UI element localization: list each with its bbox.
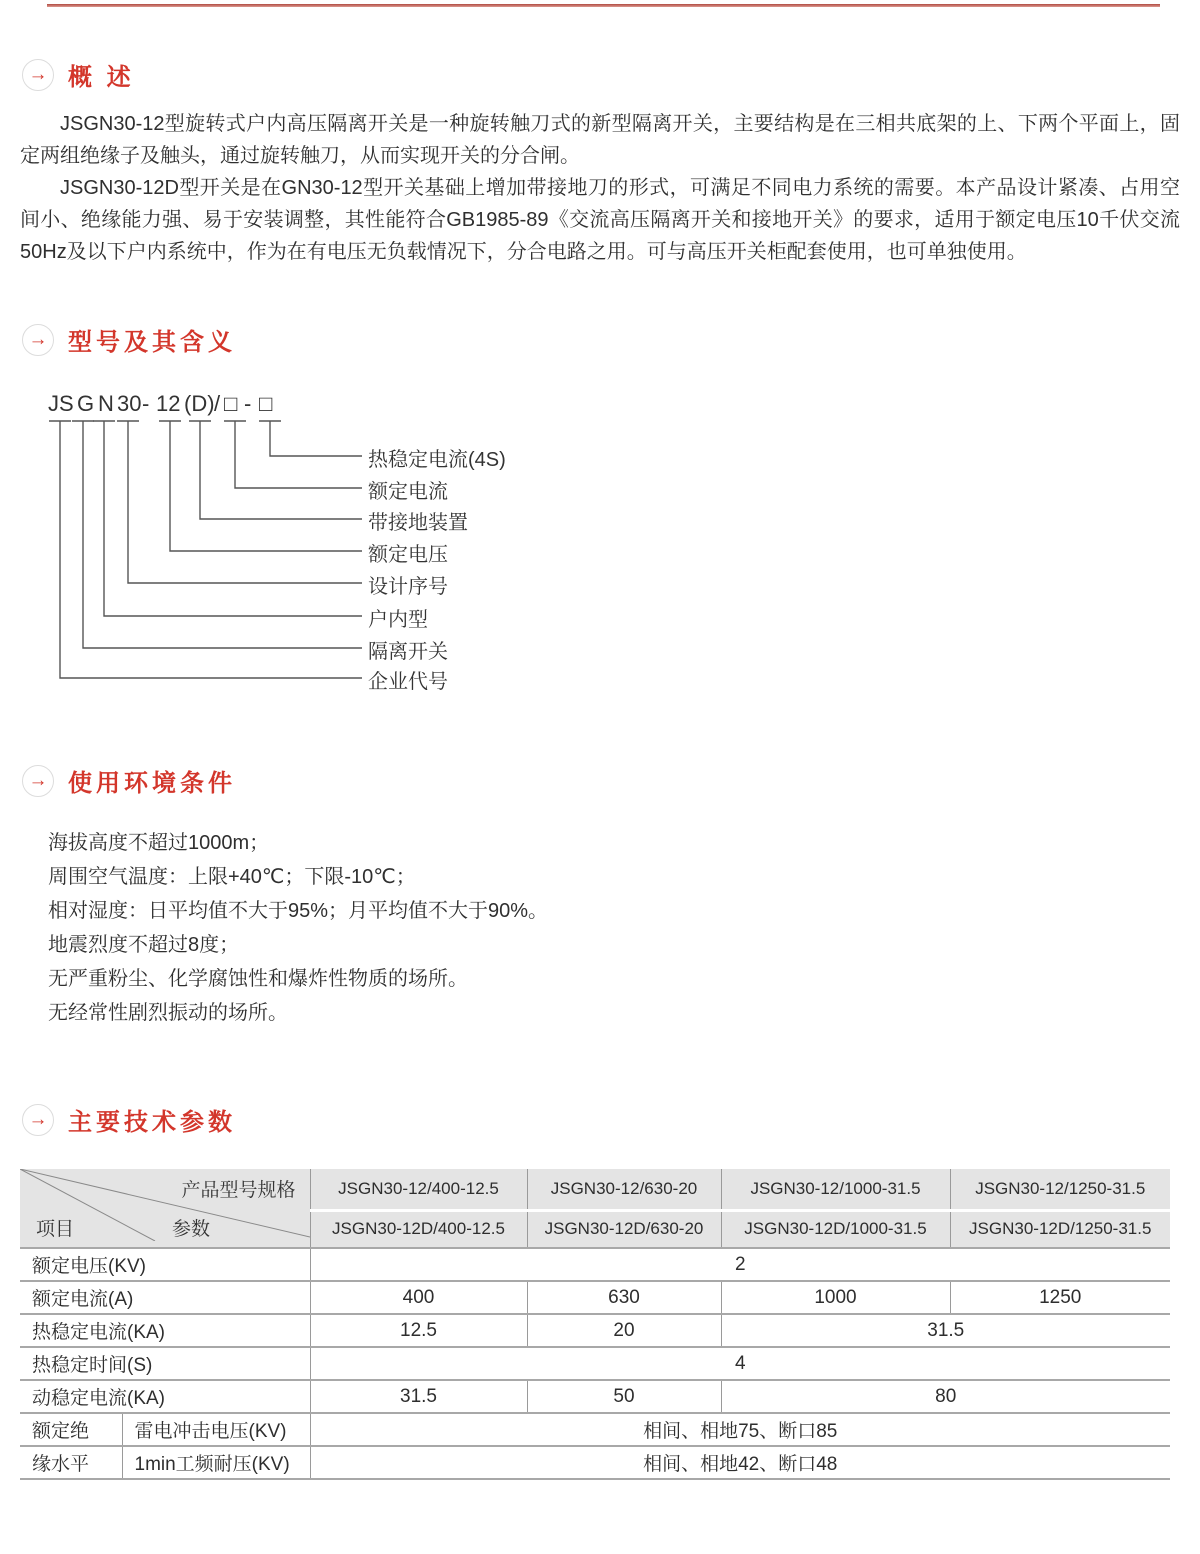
column-header: JSGN30-12D/1250-31.5 [950, 1210, 1170, 1248]
cell-value: 400 [310, 1281, 527, 1314]
cell-value: 相间、相地42、断口48 [310, 1446, 1170, 1479]
corner-label-parameter: 参数 [172, 1219, 211, 1240]
arrow-glyph: → [28, 1108, 48, 1130]
model-label: 企业代号 [368, 671, 448, 693]
table-row [20, 1347, 1170, 1380]
column-header: JSGN30-12D/1000-31.5 [721, 1210, 950, 1248]
table-row [20, 1380, 1170, 1413]
column-header: JSGN30-12/400-12.5 [310, 1169, 527, 1210]
cell-value: 1250 [950, 1281, 1170, 1314]
technical-parameters-table [20, 1169, 1170, 1480]
cell-value: 630 [527, 1281, 721, 1314]
corner-label-product-model: 产品型号规格 [181, 1180, 296, 1201]
cell-value: 31.5 [721, 1314, 1170, 1347]
section-heading-overview [22, 57, 1200, 92]
cell-value: 80 [721, 1380, 1170, 1413]
model-label: 带接地装置 [368, 512, 468, 534]
row-label: 雷电冲击电压(KV) [122, 1413, 310, 1446]
cell-value: 50 [527, 1380, 721, 1413]
overview-paragraph: JSGN30-12D型开关是在GN30-12型开关基础上增加带接地刀的形式，可满足不同电力系统的需要。本产品设计紧凑、占用空间小、绝缘能力强、易于安装调整，其性能符合GB1985-89《交流高压隔离开关和接地开关》的要求，适用于额定电压10千伏交流50Hz及以下户内系统中，作为在有电压无负载情况下，分合电路之用。可与高压开关柜配套使用，也可单独使用。 [20, 177, 1180, 263]
environment-conditions-list [48, 826, 1180, 1030]
table-row [20, 1413, 1170, 1446]
env-item: 海拔高度不超过1000m； [48, 832, 270, 854]
model-token-box: □ [224, 391, 238, 416]
env-item: 无严重粉尘、化学腐蚀性和爆炸性物质的场所。 [48, 968, 468, 990]
arrow-glyph: → [28, 63, 48, 85]
column-header: JSGN30-12D/400-12.5 [310, 1210, 527, 1248]
column-header: JSGN30-12/1250-31.5 [950, 1169, 1170, 1210]
row-label: 1min工频耐压(KV) [122, 1446, 310, 1479]
cell-value: 31.5 [310, 1380, 527, 1413]
section-title-environment: 使用环境条件 [68, 770, 236, 797]
table-corner-cell [20, 1169, 310, 1248]
section-arrow-icon [22, 59, 54, 91]
row-label: 动稳定电流(KA) [20, 1380, 310, 1413]
table-row [20, 1446, 1170, 1479]
table-header-row-1 [20, 1169, 1170, 1210]
row-label: 额定电流(A) [20, 1281, 310, 1314]
row-label-group: 缘水平 [20, 1446, 122, 1479]
model-token: JS [48, 391, 74, 416]
cell-value: 4 [310, 1347, 1170, 1380]
section-heading-parameters [22, 1102, 1200, 1137]
overview-paragraph: JSGN30-12型旋转式户内高压隔离开关是一种旋转触刀式的新型隔离开关，主要结构是在三相共底架的上、下两个平面上，固定两组绝缘子及触头，通过旋转触刀，从而实现开关的分合闸。 [20, 113, 1180, 167]
model-token: 30 [117, 391, 142, 416]
column-header: JSGN30-12/630-20 [527, 1169, 721, 1210]
technical-parameters-table-wrap [20, 1169, 1200, 1480]
env-item: 周围空气温度：上限+40℃；下限-10℃； [48, 866, 416, 888]
cell-value: 12.5 [310, 1314, 527, 1347]
column-header: JSGN30-12D/630-20 [527, 1210, 721, 1248]
model-token: / [214, 391, 221, 416]
row-label-group: 额定绝 [20, 1413, 122, 1446]
section-heading-model [22, 322, 1200, 357]
section-title-model: 型号及其含义 [68, 329, 236, 356]
model-label: 户内型 [368, 609, 428, 631]
cell-value: 相间、相地75、断口85 [310, 1413, 1170, 1446]
model-token: (D) [184, 391, 215, 416]
model-designation-diagram [20, 391, 1180, 711]
model-token-box: □ [259, 391, 273, 416]
column-header: JSGN30-12/1000-31.5 [721, 1169, 950, 1210]
top-divider-rule [47, 4, 1160, 7]
model-token: 12 [156, 391, 181, 416]
model-label: 隔离开关 [368, 641, 448, 663]
corner-label-item: 项目 [36, 1219, 75, 1240]
section-arrow-icon [22, 324, 54, 356]
env-item: 地震烈度不超过8度； [48, 934, 240, 956]
table-row [20, 1281, 1170, 1314]
table-row [20, 1314, 1170, 1347]
model-label: 额定电流 [368, 481, 448, 503]
model-connector-lines [20, 391, 1180, 711]
cell-value: 2 [310, 1248, 1170, 1281]
model-token: - [142, 391, 150, 416]
model-label: 热稳定电流(4S) [368, 449, 506, 471]
env-item: 相对湿度：日平均值不大于95%；月平均值不大于90%。 [48, 900, 549, 922]
model-token: G [77, 391, 95, 416]
model-token: N [98, 391, 114, 416]
model-token: - [244, 391, 252, 416]
arrow-glyph: → [28, 328, 48, 350]
section-title-parameters: 主要技术参数 [68, 1109, 236, 1136]
model-label: 额定电压 [368, 544, 448, 566]
table-row [20, 1248, 1170, 1281]
row-label: 额定电压(KV) [20, 1248, 310, 1281]
env-item: 无经常性剧烈振动的场所。 [48, 1002, 288, 1024]
section-arrow-icon [22, 1104, 54, 1136]
section-heading-environment [22, 763, 1200, 798]
row-label: 热稳定电流(KA) [20, 1314, 310, 1347]
model-label: 设计序号 [368, 576, 448, 598]
page-title: 概 述 [68, 64, 135, 91]
arrow-glyph: → [28, 769, 48, 791]
cell-value: 1000 [721, 1281, 950, 1314]
section-arrow-icon [22, 765, 54, 797]
cell-value: 20 [527, 1314, 721, 1347]
row-label: 热稳定时间(S) [20, 1347, 310, 1380]
overview-paragraphs [20, 108, 1180, 268]
